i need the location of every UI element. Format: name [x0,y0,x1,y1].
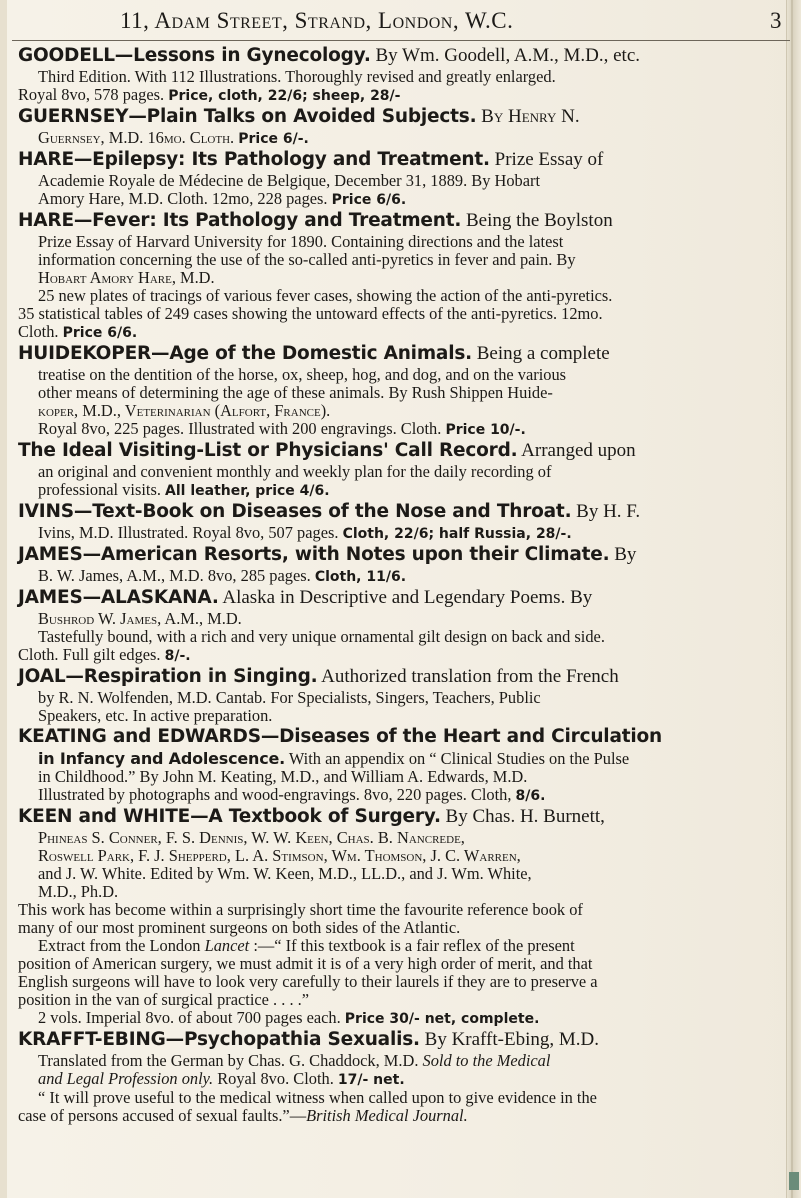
entry-text: Guernsey, M.D. 16mo. Cloth. [38,128,239,147]
entry-keating-edwards [18,725,788,805]
entry-price: All leather, price 4/6. [165,483,330,499]
entry-price: Price 6/6. [62,325,138,341]
entry-heading: GOODELL—Lessons in Gynecology. [18,45,371,66]
entry-heading: HUIDEKOPER—Age of the Domestic Animals. [18,343,472,364]
entry-goodell [18,44,788,105]
entry-heading: The Ideal Visiting-List or Physicians' Call Record. [18,440,518,461]
entry-author: By Henry N. [476,106,580,127]
entry-text: Extract from the London [38,936,205,955]
entry-text: Tastefully bound, with a rich and very unique ornamental gilt design on back and side. [38,627,605,646]
entry-text: many of our most prominent surgeons on both sides of the Atlantic. [18,918,461,937]
publisher-address: 11, Adam Street, Strand, London, W.C. [120,8,514,33]
entry-text: and J. W. White. Edited by Wm. W. Keen, M.D., LL.D., and J. Wm. White, [38,864,532,883]
book-spine-edge [786,0,801,1198]
entry-author: Alaska in Descriptive and Legendary Poems. By [218,587,593,608]
entry-author: Being the Boylston [461,210,613,231]
entry-author: Prize Essay of [489,149,604,170]
entry-heading: JAMES—ALASKANA. [18,587,219,608]
entry-heading: HARE—Epilepsy: Its Pathology and Treatment. [18,149,490,170]
entry-heading: IVINS—Text-Book on Diseases of the Nose and Throat. [18,501,572,522]
entry-text: Academie Royale de Médecine de Belgique, December 31, 1889. By Hobart [38,171,541,190]
entry-text: Speakers, etc. In active preparation. [38,706,273,725]
entry-text: English surgeons will have to look very carefully to their laurels if they are to preserve a [18,972,598,991]
entry-text: Prize Essay of Harvard University for 1890. Containing directions and the latest [38,232,564,251]
entry-text: koper, M.D., Veterinarian (Alfort, France). [38,401,331,420]
entry-hare-epilepsy [18,148,788,209]
entry-text: Roswell Park, F. J. Shepperd, L. A. Stimson, Wm. Thomson, J. C. Warren, [38,846,521,865]
entry-author: By H. F. [571,501,641,522]
entry-text: other means of determining the age of these animals. By Rush Shippen Huide- [38,383,553,402]
entry-price: 8/6. [515,788,546,804]
entry-text: Ivins, M.D. Illustrated. Royal 8vo, 507 pages. [38,523,343,542]
entry-text: professional visits. [38,480,166,499]
entry-heading: HARE—Fever: Its Pathology and Treatment. [18,210,462,231]
entry-text: in Childhood.” By John M. Keating, M.D., and William A. Edwards, M.D. [38,767,528,786]
entry-text: 2 vols. Imperial 8vo. of about 700 pages each. [38,1008,345,1027]
entry-author: By Krafft-Ebing, M.D. [419,1029,599,1050]
entry-text: case of persons accused of sexual faults.”— [18,1106,307,1125]
entry-text: This work has become within a surprisingly short time the favourite reference book of [18,900,583,919]
entry-krafft-ebing [18,1028,788,1125]
entry-price: Price 10/-. [445,422,526,438]
entry-subheading: in Infancy and Adolescence. [38,749,286,768]
entry-text: 35 statistical tables of 249 cases showing the untoward effects of the anti-pyretics. 12mo. [18,304,603,323]
entry-heading: GUERNSEY—Plain Talks on Avoided Subjects. [18,106,477,127]
entry-text: Illustrated by photographs and wood-engravings. 8vo, 220 pages. Cloth, [38,785,516,804]
entry-author: By Chas. H. Burnett, [440,806,605,827]
entry-price: Cloth, 11/6. [314,569,407,585]
entry-price: Price 6/-. [238,131,309,147]
entry-text: Cloth. [18,322,63,341]
entry-text: Royal 8vo, 225 pages. Illustrated with 200 engravings. Cloth. [38,419,446,438]
entry-text: Hobart Amory Hare, M.D. [38,268,215,287]
entry-text: Royal 8vo. Cloth. [213,1069,338,1088]
entry-text: Phineas S. Conner, F. S. Dennis, W. W. Keen, Chas. B. Nancrede, [38,828,465,847]
entry-price: Price 30/- net, complete. [344,1011,540,1027]
entry-text: 25 new plates of tracings of various fever cases, showing the action of the anti-pyretics. [38,286,613,305]
entry-heading: JOAL—Respiration in Singing. [18,666,318,687]
entry-joal [18,665,788,725]
entry-text: Translated from the German by Chas. G. Chaddock, M.D. [38,1051,423,1070]
entry-james-alaskana [18,586,788,665]
entry-author: By [609,544,637,565]
entry-heading: JAMES—American Resorts, with Notes upon their Climate. [18,544,610,565]
entry-text: information concerning the use of the so-called anti-pyretics in fever and pain. By [38,250,576,269]
entry-text: :—“ If this textbook is a fair reflex of the present [249,936,575,955]
entry-heading: KEATING and EDWARDS—Diseases of the Heart and Circulation [18,726,662,747]
entry-text: “ It will prove useful to the medical witness when called upon to give evidence in the [38,1088,597,1107]
entry-text: British Medical Journal. [306,1106,468,1125]
entry-price: Cloth, 22/6; half Russia, 28/-. [342,526,572,542]
entry-text: Amory Hare, M.D. Cloth. 12mo, 228 pages. [38,189,332,208]
entry-keen-white [18,805,788,1028]
entry-text: Cloth. Full gilt edges. [18,645,165,664]
entry-text: Sold to the Medical [422,1051,551,1070]
entry-text: position of American surgery, we must admit it is of a very high order of merit, and that [18,954,593,973]
entry-ivins [18,500,788,543]
entry-text: Bushrod W. James, A.M., M.D. [38,609,242,628]
entry-guernsey [18,105,788,148]
entry-author: By Wm. Goodell, A.M., M.D., etc. [370,45,641,66]
entry-text: Third Edition. With 112 Illustrations. Thoroughly revised and greatly enlarged. [38,67,556,86]
entry-price: 17/- net. [337,1072,405,1088]
page-number: 3 [770,8,782,33]
entry-heading: KRAFFT-EBING—Psychopathia Sexualis. [18,1029,420,1050]
entry-text: Royal 8vo, 578 pages. [18,85,169,104]
entry-text: position in the van of surgical practice . . . .” [18,990,310,1009]
entry-text: and Legal Profession only. [38,1069,214,1088]
entry-author: Being a complete [471,343,610,364]
corner-tab-mark [789,1172,799,1190]
entry-huidekoper [18,342,788,439]
entry-text: by R. N. Wolfenden, M.D. Cantab. For Specialists, Singers, Teachers, Public [38,688,541,707]
entry-text: B. W. James, A.M., M.D. 8vo, 285 pages. [38,566,315,585]
entry-price: Price 6/6. [331,192,407,208]
entry-hare-fever [18,209,788,342]
entry-author: Arranged upon [517,440,636,461]
entry-text: M.D., Ph.D. [38,882,119,901]
entry-text: Lancet [204,936,250,955]
entry-text: an original and convenient monthly and weekly plan for the daily recording of [38,462,552,481]
entry-text: With an appendix on “ Clinical Studies on the Pulse [285,749,630,768]
header-rule [12,40,790,41]
entry-price: 8/-. [164,648,191,664]
entry-text: treatise on the dentition of the horse, ox, sheep, hog, and dog, and on the various [38,365,567,384]
entry-james-resorts [18,543,788,586]
entry-ideal-visiting-list [18,439,788,500]
catalogue-entries [18,44,788,1125]
page-left-edge [0,0,7,1198]
entry-heading: KEEN and WHITE—A Textbook of Surgery. [18,806,441,827]
running-head [20,8,790,36]
entry-author: Authorized translation from the French [317,666,619,687]
entry-price: Price, cloth, 22/6; sheep, 28/- [168,88,401,104]
